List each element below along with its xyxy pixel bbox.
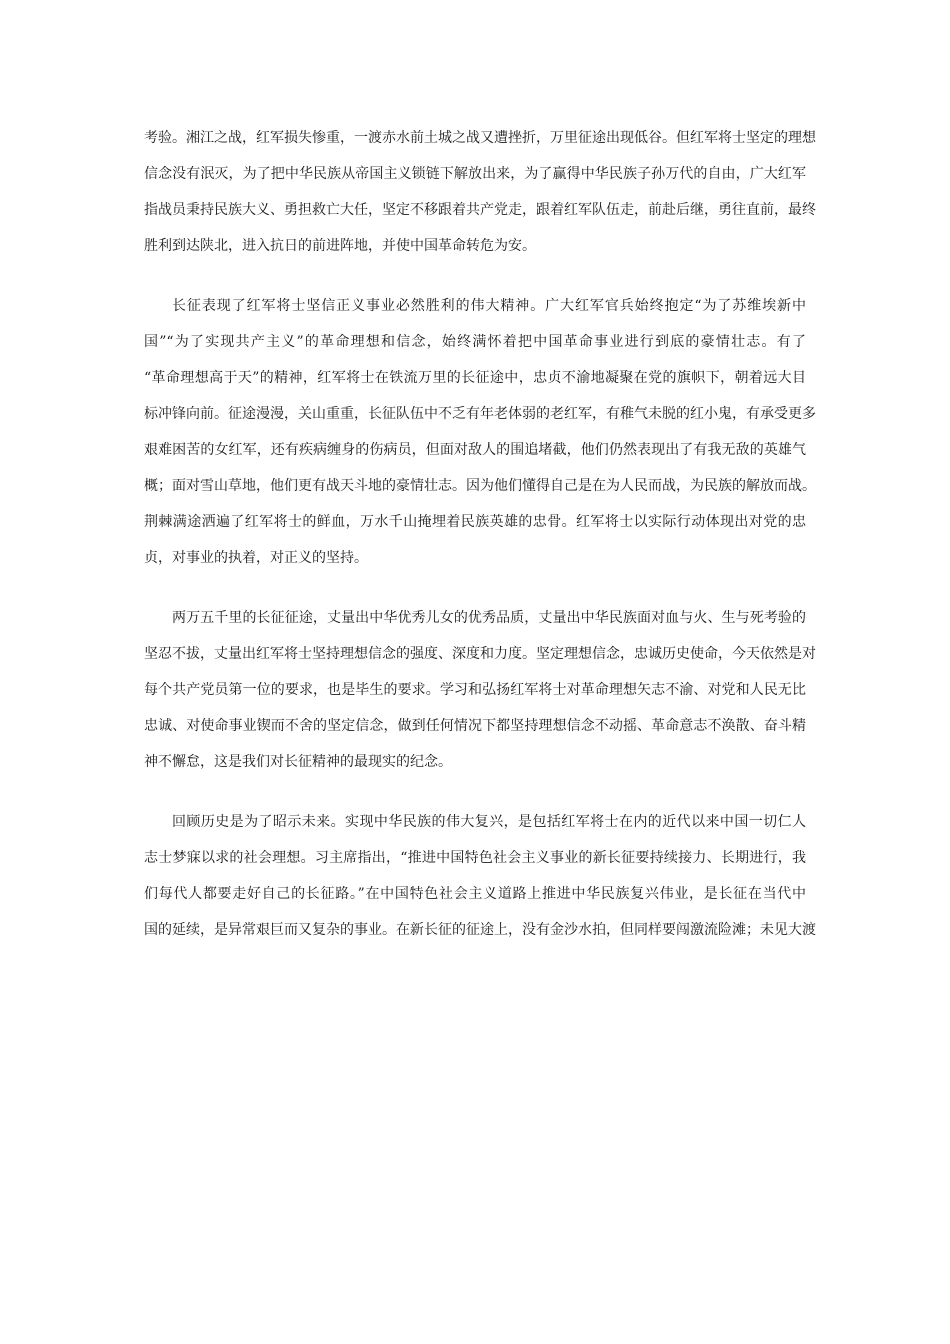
text-line: 艰难困苦的女红军，还有疾病缠身的伤病员，但面对敌人的围追堵截，他们仍然表现出了有我无敌的英雄气	[144, 442, 806, 458]
text-line: 们每代人都要走好自己的长征路。”在中国特色社会主义道路上推进中华民族复兴伟业，是长征在当代中	[144, 886, 806, 902]
text-line: 指战员秉持民族大义、勇担救亡大任，坚定不移跟着共产党走，跟着红军队伍走，前赴后继，勇往直前，最终	[144, 202, 816, 218]
paragraph-2	[144, 288, 816, 576]
paragraph-1	[144, 120, 816, 264]
text-line: 概；面对雪山草地，他们更有战天斗地的豪情壮志。因为他们懂得自己是在为人民而战，为民族的解放而战。	[144, 478, 816, 494]
text-line: 长征表现了红军将士坚信正义事业必然胜利的伟大精神。广大红军官兵始终抱定“为了苏维埃新中	[172, 298, 806, 314]
text-line: 神不懈怠，这是我们对长征精神的最现实的纪念。	[144, 754, 452, 770]
text-line: 坚忍不拔，丈量出红军将士坚持理想信念的强度、深度和力度。坚定理想信念，忠诚历史使命，今天依然是对	[144, 646, 816, 662]
paragraph-3	[144, 600, 816, 780]
text-line: 贞，对事业的执着，对正义的坚持。	[144, 550, 368, 566]
text-line: 胜利到达陕北，进入抗日的前进阵地，并使中国革命转危为安。	[144, 238, 536, 254]
paragraph-4	[144, 804, 816, 948]
text-line: 志士梦寐以求的社会理想。习主席指出，“推进中国特色社会主义事业的新长征要持续接力、长期进行，我	[144, 850, 806, 866]
text-line: 标冲锋向前。征途漫漫，关山重重，长征队伍中不乏有年老体弱的老红军，有稚气未脱的红小鬼，有承受更多	[144, 406, 816, 422]
text-line: 两万五千里的长征征途，丈量出中华优秀儿女的优秀品质，丈量出中华民族面对血与火、生与死考验的	[172, 610, 806, 626]
text-line: 国”“为了实现共产主义”的革命理想和信念，始终满怀着把中国革命事业进行到底的豪情壮志。有了	[144, 334, 806, 350]
document-body	[144, 120, 816, 972]
text-line: 忠诚、对使命事业锲而不舍的坚定信念，做到任何情况下都坚持理想信念不动摇、革命意志不涣散、奋斗精	[144, 718, 806, 734]
text-line: 回顾历史是为了昭示未来。实现中华民族的伟大复兴，是包括红军将士在内的近代以来中国一切仁人	[172, 814, 806, 830]
text-line: “革命理想高于天”的精神，红军将士在铁流万里的长征途中，忠贞不渝地凝聚在党的旗帜下，朝着远大目	[144, 370, 806, 386]
text-line: 考验。湘江之战，红军损失惨重，一渡赤水前土城之战又遭挫折，万里征途出现低谷。但红军将士坚定的理想	[144, 130, 816, 146]
text-line: 国的延续，是异常艰巨而又复杂的事业。在新长征的征途上，没有金沙水拍，但同样要闯激流险滩；未见大渡	[144, 922, 816, 938]
text-line: 荆棘满途洒遍了红军将士的鲜血，万水千山掩埋着民族英雄的忠骨。红军将士以实际行动体现出对党的忠	[144, 514, 806, 530]
text-line: 每个共产党员第一位的要求，也是毕生的要求。学习和弘扬红军将士对革命理想矢志不渝、对党和人民无比	[144, 682, 806, 698]
text-line: 信念没有泯灭，为了把中华民族从帝国主义锁链下解放出来，为了赢得中华民族子孙万代的自由，广大红军	[144, 166, 806, 182]
